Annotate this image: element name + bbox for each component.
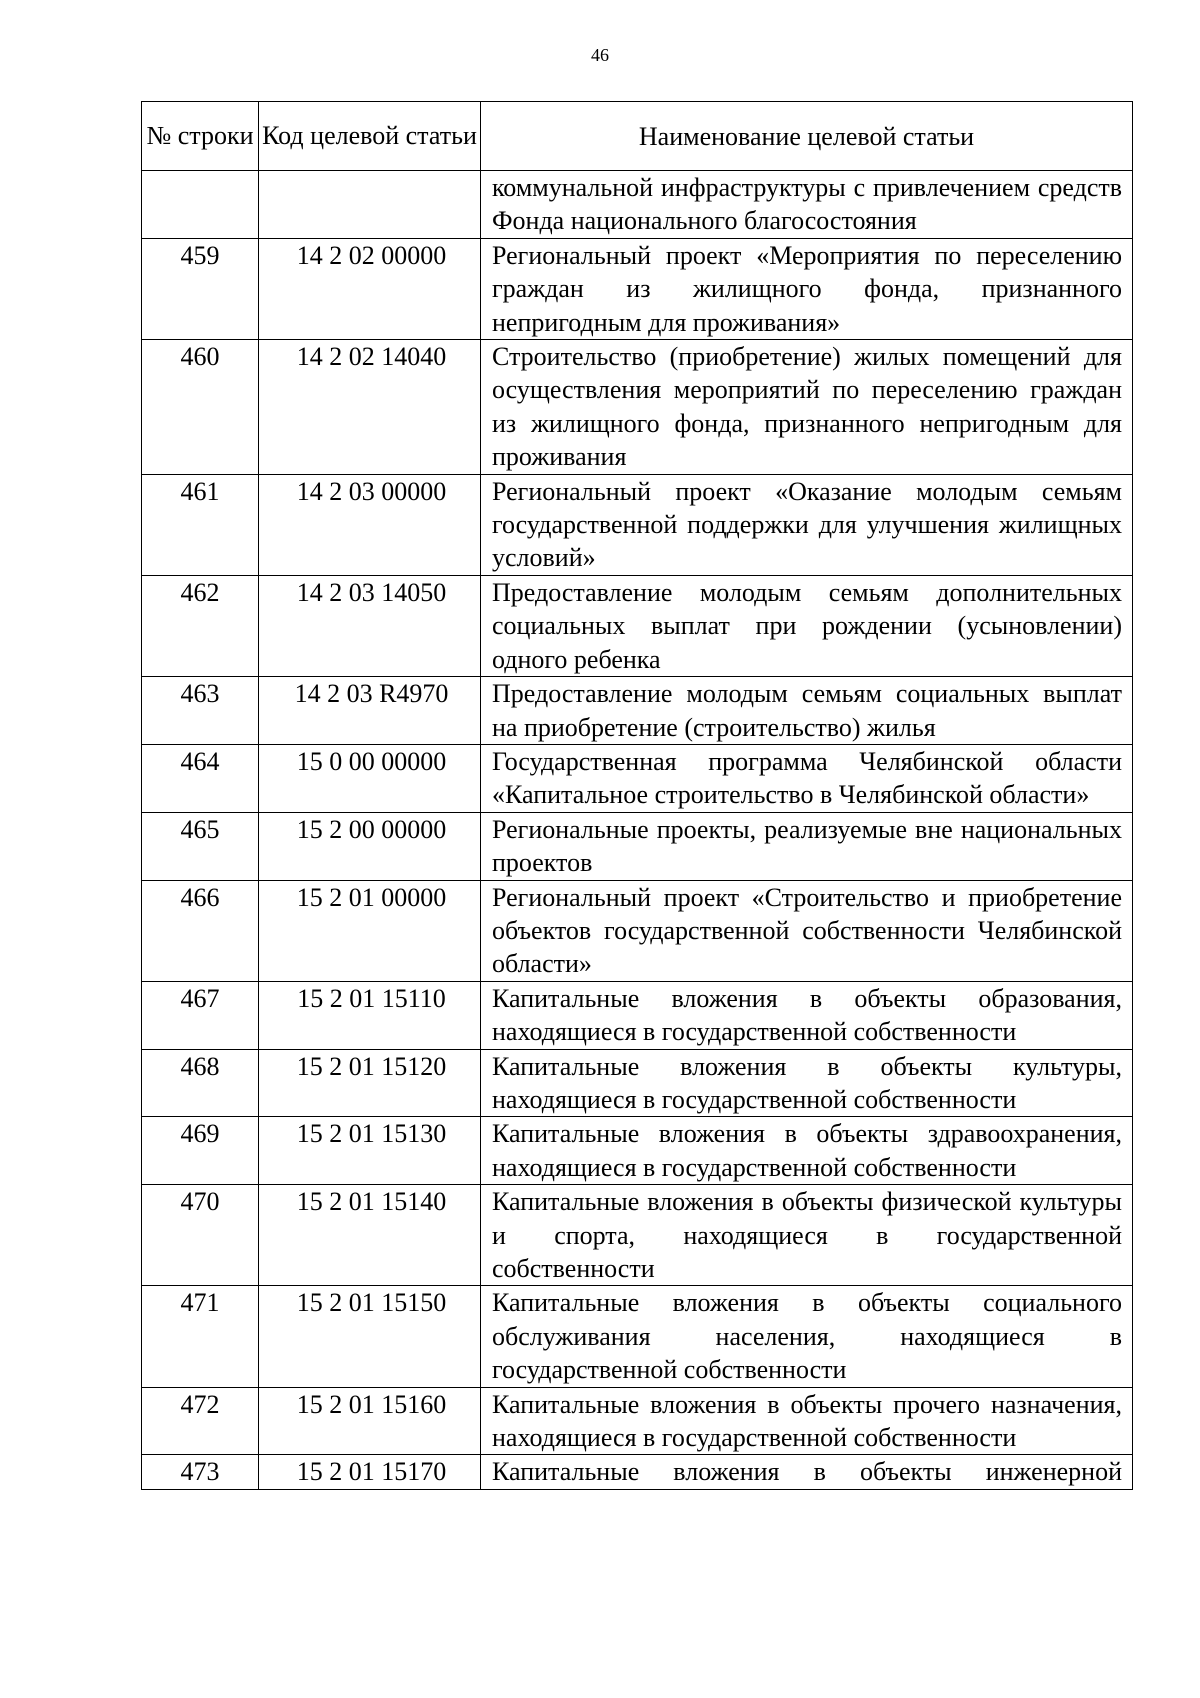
target-name: Капитальные вложения в объекты здравоохранения, находящиеся в государственной собственности [481, 1117, 1133, 1185]
target-code: 15 2 01 15120 [259, 1049, 481, 1117]
row-number: 459 [142, 238, 259, 339]
target-articles-table [141, 101, 1133, 1490]
row-number: 460 [142, 340, 259, 475]
target-name: Региональный проект «Оказание молодым семьям государственной поддержки для улучшения жилищных условий» [481, 474, 1133, 575]
table-row [142, 677, 1133, 745]
header-code: Код целевой статьи [259, 102, 481, 171]
target-code: 15 2 01 15140 [259, 1185, 481, 1286]
table-row [142, 1117, 1133, 1185]
target-code: 14 2 03 00000 [259, 474, 481, 575]
target-name: Капитальные вложения в объекты физической культуры и спорта, находящиеся в государственной собственности [481, 1185, 1133, 1286]
table-row [142, 1455, 1133, 1489]
table-row [142, 171, 1133, 239]
table-row [142, 1185, 1133, 1286]
header-name: Наименование целевой статьи [481, 102, 1133, 171]
target-code: 15 2 01 15110 [259, 981, 481, 1049]
row-number: 464 [142, 744, 259, 812]
row-number: 473 [142, 1455, 259, 1489]
table-row [142, 744, 1133, 812]
target-code: 14 2 03 R4970 [259, 677, 481, 745]
target-code: 14 2 02 00000 [259, 238, 481, 339]
target-code: 15 2 01 15160 [259, 1387, 481, 1455]
header-row [142, 102, 1133, 171]
target-name: коммунальной инфраструктуры с привлечением средств Фонда национального благосостояния [481, 171, 1133, 239]
table-body [142, 171, 1133, 1490]
target-name: Капитальные вложения в объекты социального обслуживания населения, находящиеся в государственной собственности [481, 1286, 1133, 1387]
table-row [142, 340, 1133, 475]
target-code: 15 2 01 15170 [259, 1455, 481, 1489]
target-code: 15 2 01 15150 [259, 1286, 481, 1387]
table-row [142, 1286, 1133, 1387]
target-code: 15 0 00 00000 [259, 744, 481, 812]
target-name: Региональный проект «Мероприятия по переселению граждан из жилищного фонда, признанного непригодным для проживания» [481, 238, 1133, 339]
row-number: 466 [142, 880, 259, 981]
target-code: 14 2 03 14050 [259, 575, 481, 676]
target-name: Предоставление молодым семьям дополнительных социальных выплат при рождении (усыновлении) одного ребенка [481, 575, 1133, 676]
row-number: 463 [142, 677, 259, 745]
table-row [142, 474, 1133, 575]
target-code: 15 2 00 00000 [259, 812, 481, 880]
target-name: Капитальные вложения в объекты инженерной [481, 1455, 1133, 1489]
row-number: 471 [142, 1286, 259, 1387]
target-name: Капитальные вложения в объекты культуры, находящиеся в государственной собственности [481, 1049, 1133, 1117]
row-number: 472 [142, 1387, 259, 1455]
target-code [259, 171, 481, 239]
row-number: 468 [142, 1049, 259, 1117]
target-name: Капитальные вложения в объекты прочего назначения, находящиеся в государственной собственности [481, 1387, 1133, 1455]
target-name: Предоставление молодым семьям социальных выплат на приобретение (строительство) жилья [481, 677, 1133, 745]
target-code: 15 2 01 15130 [259, 1117, 481, 1185]
page-number: 46 [591, 45, 609, 65]
table-row [142, 880, 1133, 981]
target-name: Региональный проект «Строительство и приобретение объектов государственной собственности Челябинской области» [481, 880, 1133, 981]
row-number: 467 [142, 981, 259, 1049]
target-code: 14 2 02 14040 [259, 340, 481, 475]
row-number: 461 [142, 474, 259, 575]
table-row [142, 1049, 1133, 1117]
row-number [142, 171, 259, 239]
table-row [142, 1387, 1133, 1455]
row-number: 462 [142, 575, 259, 676]
target-name: Государственная программа Челябинской области «Капитальное строительство в Челябинской области» [481, 744, 1133, 812]
target-name: Строительство (приобретение) жилых помещений для осуществления мероприятий по переселению граждан из жилищного фонда, признанного непригодным для проживания [481, 340, 1133, 475]
table-row [142, 238, 1133, 339]
row-number: 465 [142, 812, 259, 880]
table-row [142, 812, 1133, 880]
table-row [142, 981, 1133, 1049]
target-name: Региональные проекты, реализуемые вне национальных проектов [481, 812, 1133, 880]
target-name: Капитальные вложения в объекты образования, находящиеся в государственной собственности [481, 981, 1133, 1049]
target-code: 15 2 01 00000 [259, 880, 481, 981]
row-number: 469 [142, 1117, 259, 1185]
header-row-number: № строки [142, 102, 259, 171]
table-row [142, 575, 1133, 676]
row-number: 470 [142, 1185, 259, 1286]
table-header [142, 102, 1133, 171]
